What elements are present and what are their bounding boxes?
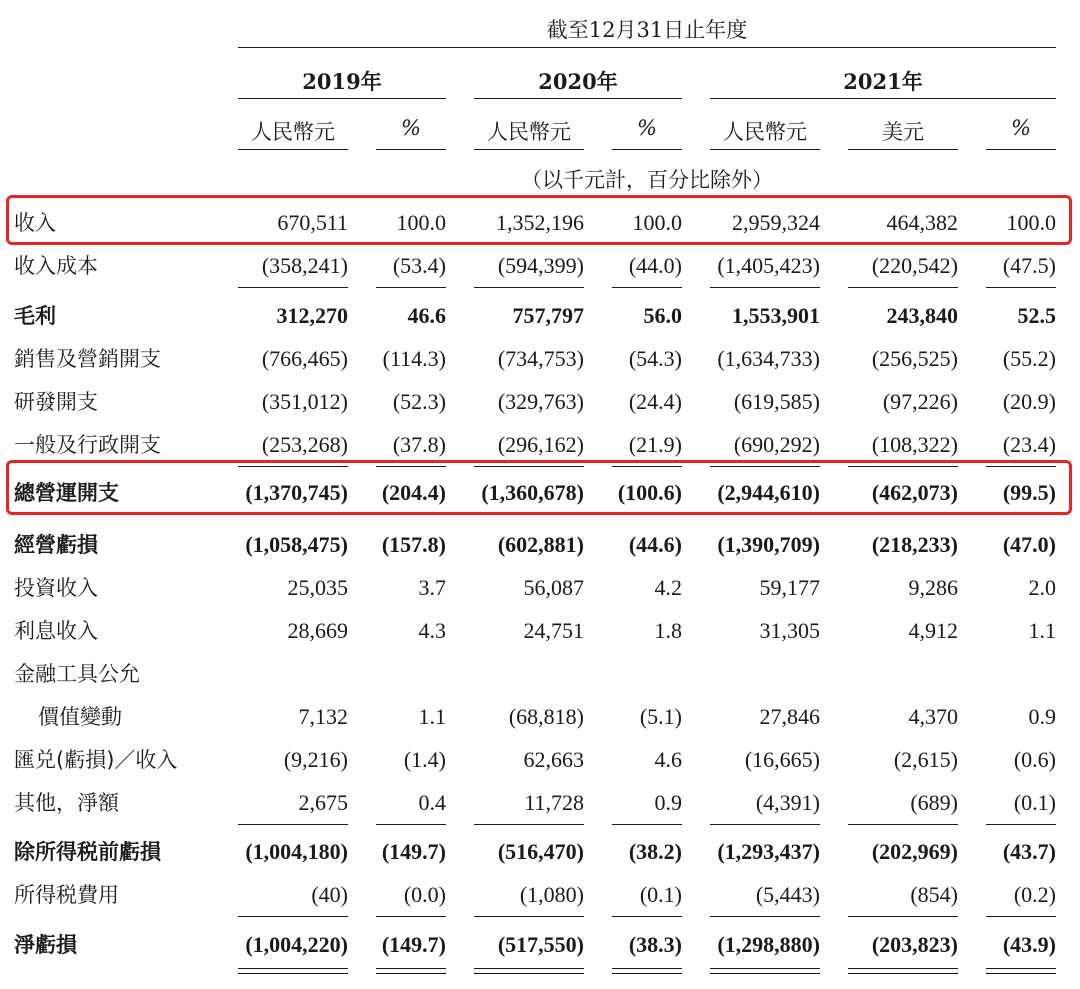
row-label: 銷售及營銷開支	[14, 347, 161, 371]
rule-after-other-c2020-pct	[612, 824, 682, 825]
year-2019-underline	[238, 98, 446, 99]
row-label: 其他，淨額	[14, 791, 119, 815]
unit-note: （以千元計，百分比除外）	[521, 168, 773, 192]
col-2020-pct-header: %	[637, 116, 657, 140]
cell-c2020-pct: (38.3)	[628, 932, 682, 957]
cell-c2019-rmb: (1,058,475)	[245, 532, 348, 557]
year-2021-header: 2021年	[843, 69, 923, 94]
cell-c2021-rmb: (2,944,610)	[717, 480, 820, 505]
cell-c2019-rmb: (1,004,220)	[245, 932, 348, 957]
row-label: 收入成本	[14, 254, 98, 278]
cell-c2021-rmb: 1,553,901	[732, 303, 820, 328]
cell-c2021-usd: 243,840	[886, 303, 958, 328]
cell-c2021-rmb: (1,390,709)	[717, 532, 820, 557]
year-2021-underline	[710, 98, 1056, 99]
cell-c2020-rmb: (329,763)	[497, 389, 584, 414]
table-row	[0, 874, 1080, 916]
cell-c2019-rmb: 25,035	[287, 575, 348, 600]
revenue-row-highlight	[6, 195, 1072, 245]
cell-c2021-usd: (218,233)	[871, 532, 958, 557]
cell-c2021-usd: 4,370	[908, 704, 958, 729]
rule-after-other-c2021-rmb	[710, 824, 820, 825]
cell-c2019-rmb: 670,511	[277, 210, 348, 235]
cell-c2021-usd: 9,286	[908, 575, 958, 600]
cell-c2020-pct: 1.8	[654, 618, 682, 643]
cell-c2020-pct: (21.9)	[628, 432, 682, 457]
cell-c2021-rmb: 2,959,324	[732, 210, 820, 235]
cell-c2020-rmb: 56,087	[523, 575, 584, 600]
cell-c2021-pct: (0.1)	[1013, 790, 1056, 815]
cell-c2021-rmb: (619,585)	[733, 389, 820, 414]
cell-c2021-pct	[916, 653, 1056, 695]
row-label: 除所得税前虧損	[14, 840, 161, 864]
cell-c2021-pct: 1.1	[1028, 618, 1056, 643]
cell-c2019-pct: (204.4)	[381, 480, 446, 505]
rule-after-cost-c2020-rmb	[474, 287, 584, 288]
cell-c2021-rmb: (690,292)	[733, 432, 820, 457]
cell-c2021-usd: (689)	[910, 790, 958, 815]
rule-after-other-c2021-pct	[986, 824, 1056, 825]
cell-c2021-pct: (0.2)	[1013, 882, 1056, 907]
cell-c2019-rmb: 312,270	[276, 303, 348, 328]
table-row	[0, 245, 1080, 287]
cell-c2021-pct: 0.9	[1028, 704, 1056, 729]
cell-c2021-rmb: (4,391)	[755, 790, 820, 815]
cell-c2020-pct	[542, 653, 682, 695]
cell-c2021-rmb: (1,298,880)	[717, 932, 820, 957]
cell-c2020-rmb: (1,080)	[519, 882, 584, 907]
cell-c2021-usd: (203,823)	[871, 932, 958, 957]
double-rule-net-loss-c2020-pct	[612, 968, 682, 974]
cell-c2019-pct: 4.3	[418, 618, 446, 643]
row-label: 總營運開支	[14, 481, 119, 505]
cell-c2021-rmb	[680, 653, 820, 695]
rule-after-tax-c2021-rmb	[710, 916, 820, 917]
cell-c2019-pct: (114.3)	[382, 346, 446, 371]
cell-c2021-pct: (43.9)	[1002, 932, 1056, 957]
cell-c2020-pct: 100.0	[632, 210, 682, 235]
col-2020-pct-underline	[612, 149, 682, 150]
cell-c2021-pct: 100.0	[1006, 210, 1056, 235]
cell-c2020-pct: (24.4)	[628, 389, 682, 414]
table-row	[0, 924, 1080, 966]
cell-c2019-rmb: (1,004,180)	[245, 839, 348, 864]
cell-c2020-pct: (44.6)	[628, 532, 682, 557]
cell-c2021-rmb: (1,634,733)	[717, 346, 820, 371]
cell-c2019-pct: (157.8)	[381, 532, 446, 557]
cell-c2019-rmb: (351,012)	[261, 389, 348, 414]
cell-c2020-pct: 4.6	[654, 747, 682, 772]
cell-c2021-pct: 52.5	[1017, 303, 1056, 328]
rule-after-tax-c2019-pct	[376, 916, 446, 917]
row-label: 匯兑(虧損)／收入	[14, 748, 178, 772]
cell-c2019-pct: 3.7	[418, 575, 446, 600]
cell-c2021-usd: (462,073)	[871, 480, 958, 505]
col-2021-pct-underline	[986, 149, 1056, 150]
cell-c2021-pct: (23.4)	[1002, 432, 1056, 457]
period-title-underline	[238, 47, 1056, 48]
cell-c2021-rmb: 31,305	[759, 618, 820, 643]
rule-after-cost-c2019-pct	[376, 287, 446, 288]
row-label: 淨虧損	[14, 933, 77, 957]
double-rule-net-loss-c2021-pct	[986, 968, 1056, 974]
cell-c2019-pct: 46.6	[407, 303, 446, 328]
cell-c2021-pct: (20.9)	[1002, 389, 1056, 414]
double-rule-net-loss-c2019-rmb	[238, 968, 348, 974]
cell-c2019-rmb: (1,370,745)	[245, 480, 348, 505]
cell-c2020-rmb: 1,352,196	[496, 210, 584, 235]
double-rule-net-loss-c2021-usd	[848, 968, 958, 974]
col-2021-usd-header: 美元	[882, 120, 924, 144]
cell-c2021-rmb: (16,665)	[744, 747, 820, 772]
cell-c2021-usd: 4,912	[908, 618, 958, 643]
rule-after-tax-c2020-rmb	[474, 916, 584, 917]
cell-c2020-pct: (38.2)	[628, 839, 682, 864]
double-rule-net-loss-c2020-rmb	[474, 968, 584, 974]
rule-after-tax-c2021-pct	[986, 916, 1056, 917]
cell-c2019-rmb: 2,675	[298, 790, 348, 815]
cell-c2020-rmb: (734,753)	[497, 346, 584, 371]
cell-c2021-usd: (202,969)	[871, 839, 958, 864]
cell-c2019-pct: 1.1	[418, 704, 446, 729]
table-row	[0, 338, 1080, 380]
cell-c2020-pct: 4.2	[654, 575, 682, 600]
table-row	[0, 295, 1080, 337]
col-2021-usd-underline	[848, 149, 958, 150]
cell-c2021-pct: (99.5)	[1002, 480, 1056, 505]
row-label: 利息收入	[14, 619, 98, 643]
cell-c2020-rmb: 24,751	[523, 618, 584, 643]
cell-c2019-pct: (149.7)	[381, 932, 446, 957]
cell-c2021-usd: (256,525)	[871, 346, 958, 371]
cell-c2021-rmb: 59,177	[759, 575, 820, 600]
rule-after-cost-c2021-rmb	[710, 287, 820, 288]
col-2020-rmb-header: 人民幣元	[487, 120, 571, 144]
cell-c2020-rmb: (516,470)	[497, 839, 584, 864]
col-2019-rmb-header: 人民幣元	[251, 120, 335, 144]
rule-after-tax-c2020-pct	[612, 916, 682, 917]
rule-after-other-c2019-rmb	[238, 824, 348, 825]
cell-c2020-pct: (44.0)	[628, 253, 682, 278]
double-rule-net-loss-c2021-rmb	[710, 968, 820, 974]
cell-c2021-pct: 2.0	[1028, 575, 1056, 600]
cell-c2020-rmb: 11,728	[524, 790, 584, 815]
rule-after-other-c2021-usd	[848, 824, 958, 825]
rule-after-tax-c2021-usd	[848, 916, 958, 917]
cell-c2019-pct: (149.7)	[381, 839, 446, 864]
row-label: 所得税費用	[14, 883, 119, 907]
table-row	[0, 524, 1080, 566]
cell-c2021-usd: 464,382	[886, 210, 958, 235]
cell-c2019-pct: (0.0)	[403, 882, 446, 907]
row-label: 經營虧損	[14, 533, 98, 557]
cell-c2019-pct: (52.3)	[392, 389, 446, 414]
cell-c2021-rmb: (5,443)	[755, 882, 820, 907]
cell-c2020-pct: 56.0	[643, 303, 682, 328]
cell-c2021-rmb: 27,846	[759, 704, 820, 729]
cell-c2021-usd: (2,615)	[893, 747, 958, 772]
year-2020-header: 2020年	[538, 69, 618, 94]
period-title: 截至12月31日止年度	[546, 18, 748, 42]
total-opex-row-highlight	[6, 460, 1072, 515]
cell-c2020-rmb: 757,797	[512, 303, 584, 328]
cell-c2021-usd: (854)	[910, 882, 958, 907]
row-label: 金融工具公允	[14, 662, 140, 686]
double-rule-net-loss-c2019-pct	[376, 968, 446, 974]
cell-c2020-rmb: (296,162)	[497, 432, 584, 457]
cell-c2019-rmb: 7,132	[298, 704, 348, 729]
cell-c2019-rmb: 28,669	[287, 618, 348, 643]
cell-c2019-rmb: (40)	[311, 882, 348, 907]
table-row	[0, 782, 1080, 824]
cell-c2019-rmb: (358,241)	[261, 253, 348, 278]
rule-after-cost-c2019-rmb	[238, 287, 348, 288]
cell-c2021-usd: (220,542)	[871, 253, 958, 278]
col-2021-rmb-underline	[710, 149, 820, 150]
cell-c2020-pct: (0.1)	[639, 882, 682, 907]
cell-c2021-pct: (43.7)	[1002, 839, 1056, 864]
col-2021-rmb-header: 人民幣元	[723, 120, 807, 144]
cell-c2021-pct: (55.2)	[1002, 346, 1056, 371]
cell-c2020-rmb: (1,360,678)	[481, 480, 584, 505]
cell-c2021-pct: (47.5)	[1002, 253, 1056, 278]
rule-after-tax-c2019-rmb	[238, 916, 348, 917]
year-2019-header: 2019年	[302, 69, 382, 94]
rule-after-cost-c2021-usd	[848, 287, 958, 288]
col-2019-pct-header: %	[401, 116, 421, 140]
cell-c2019-pct	[306, 653, 446, 695]
rule-after-other-c2019-pct	[376, 824, 446, 825]
col-2019-pct-underline	[376, 149, 446, 150]
cell-c2019-pct: (37.8)	[392, 432, 446, 457]
table-row	[0, 381, 1080, 423]
rule-after-other-c2020-rmb	[474, 824, 584, 825]
row-label: 價值變動	[38, 705, 122, 729]
row-label: 收入	[14, 211, 56, 235]
cell-c2019-pct: 100.0	[396, 210, 446, 235]
table-row	[0, 567, 1080, 609]
cell-c2020-rmb: (594,399)	[497, 253, 584, 278]
table-row	[0, 831, 1080, 873]
cell-c2021-rmb: (1,405,423)	[717, 253, 820, 278]
cell-c2020-rmb: (517,550)	[497, 932, 584, 957]
cell-c2020-rmb: (602,881)	[497, 532, 584, 557]
cell-c2019-pct: (1.4)	[403, 747, 446, 772]
cell-c2021-pct: (0.6)	[1013, 747, 1056, 772]
year-2020-underline	[474, 98, 682, 99]
rule-after-cost-c2020-pct	[612, 287, 682, 288]
row-label: 一般及行政開支	[14, 433, 161, 457]
cell-c2020-rmb: 62,663	[523, 747, 584, 772]
col-2021-pct-header: %	[1011, 116, 1031, 140]
col-2019-rmb-underline	[238, 149, 348, 150]
table-row	[0, 739, 1080, 781]
table-row	[0, 696, 1080, 738]
cell-c2020-pct: 0.9	[654, 790, 682, 815]
cell-c2019-pct: 0.4	[418, 790, 446, 815]
cell-c2021-rmb: (1,293,437)	[717, 839, 820, 864]
cell-c2019-rmb: (766,465)	[261, 346, 348, 371]
cell-c2019-pct: (53.4)	[392, 253, 446, 278]
cell-c2019-rmb: (253,268)	[261, 432, 348, 457]
row-label: 毛利	[14, 304, 56, 328]
cell-c2021-usd: (108,322)	[871, 432, 958, 457]
rule-after-cost-c2021-pct	[986, 287, 1056, 288]
cell-c2020-pct: (100.6)	[617, 480, 682, 505]
row-label: 研發開支	[14, 390, 98, 414]
cell-c2020-pct: (5.1)	[639, 704, 682, 729]
cell-c2020-pct: (54.3)	[628, 346, 682, 371]
table-row	[0, 653, 1080, 695]
table-row	[0, 610, 1080, 652]
cell-c2019-rmb: (9,216)	[283, 747, 348, 772]
row-label: 投資收入	[14, 576, 98, 600]
cell-c2020-rmb: (68,818)	[508, 704, 584, 729]
col-2020-rmb-underline	[474, 149, 584, 150]
cell-c2021-usd: (97,226)	[882, 389, 958, 414]
cell-c2021-pct: (47.0)	[1002, 532, 1056, 557]
